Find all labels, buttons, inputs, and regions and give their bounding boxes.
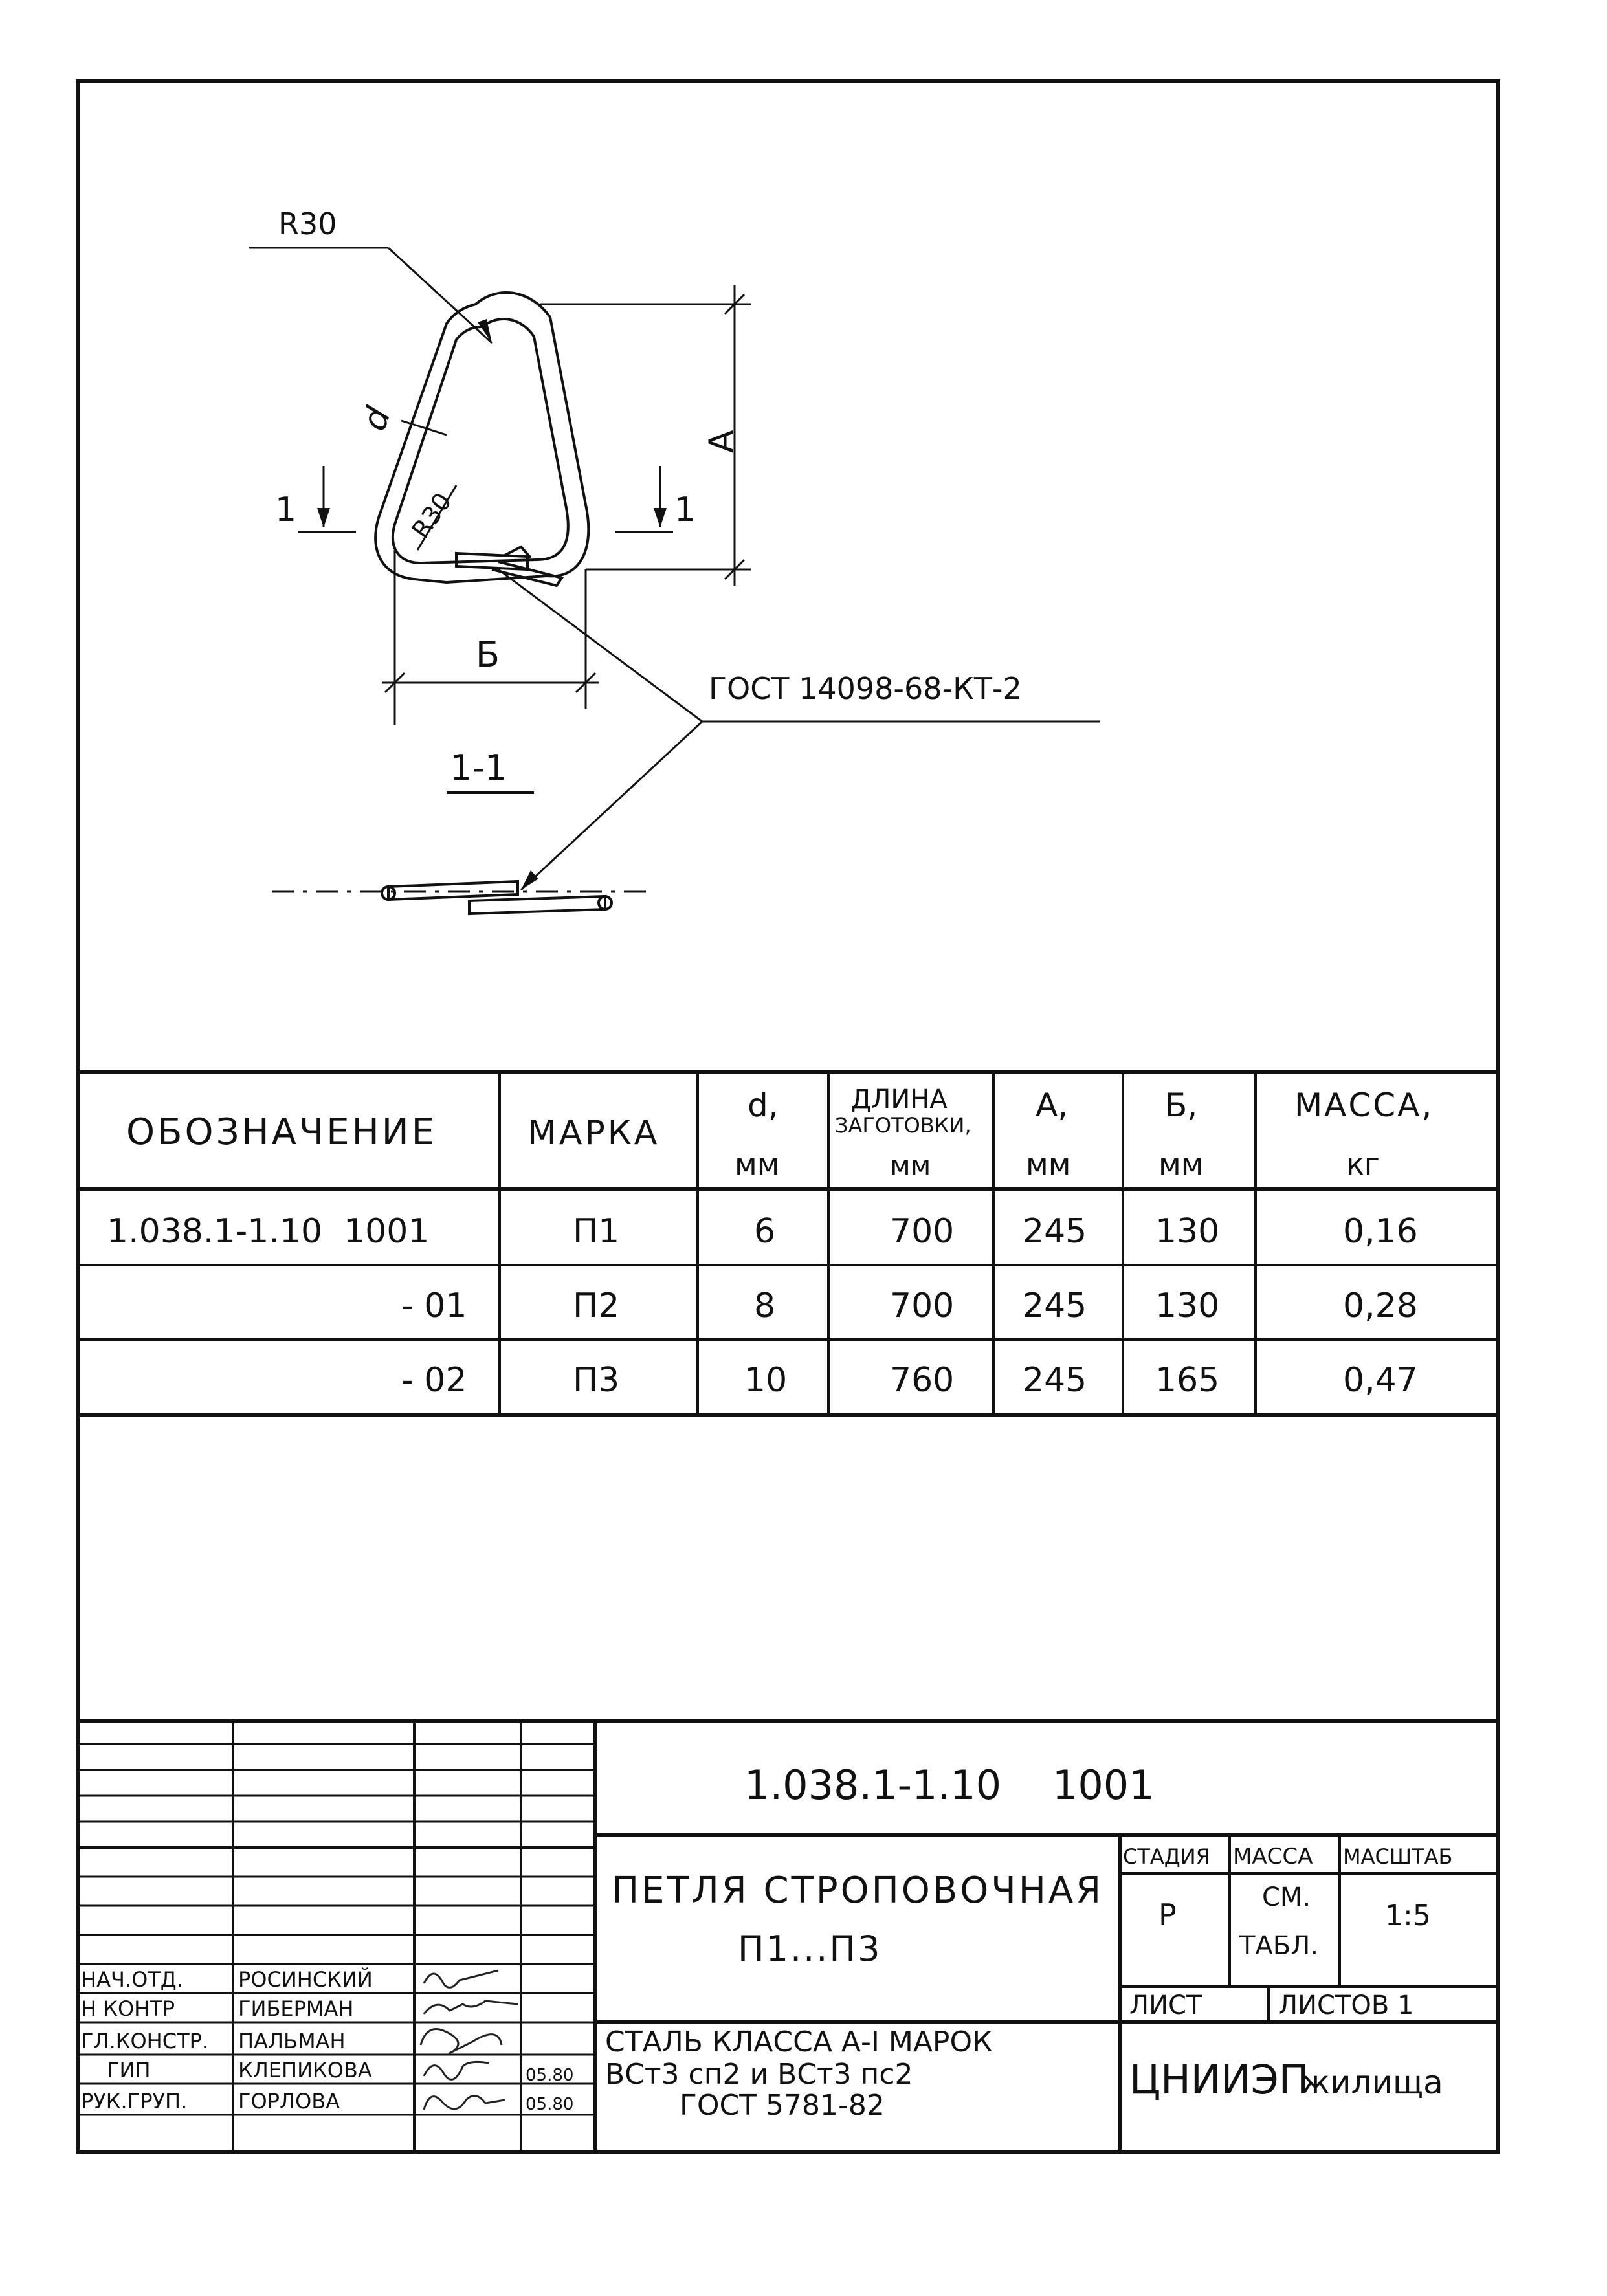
staff-role: Н КОНТР: [81, 1996, 175, 2021]
section-mark-right: [615, 466, 673, 532]
row-designation: 1.038.1-1.10 1001: [107, 1212, 430, 1251]
staff-date: 05.80: [526, 2095, 574, 2114]
stage-value: Р: [1158, 1897, 1177, 1932]
mass-value-1: СМ.: [1262, 1882, 1311, 1912]
row-mark: П3: [573, 1361, 620, 1400]
header-b-unit: мм: [1158, 1147, 1204, 1182]
row-length: 760: [890, 1361, 955, 1400]
row-b: 130: [1155, 1286, 1220, 1325]
staff-name: РОСИНСКИЙ: [238, 1967, 373, 1992]
dimension-a-label: А: [702, 430, 741, 453]
r30-leader-line: [388, 248, 492, 343]
header-d-unit: мм: [735, 1147, 780, 1182]
header-designation: ОБОЗНАЧЕНИЕ: [126, 1111, 438, 1153]
staff-role: ГЛ.КОНСТР.: [81, 2029, 209, 2053]
header-a: А,: [1036, 1087, 1069, 1124]
stage-label: СТАДИЯ: [1123, 1844, 1210, 1869]
weld-note-label: ГОСТ 14098-68-КТ-2: [709, 671, 1022, 706]
organization-name-2: жилища: [1301, 2064, 1443, 2101]
signature: [424, 2096, 505, 2110]
row-mark: П1: [573, 1212, 620, 1251]
scale-value: 1:5: [1385, 1899, 1431, 1932]
material-line1: СТАЛЬ КЛАССА А-I МАРОК: [605, 2026, 993, 2059]
table-row: [107, 1212, 1418, 1251]
staff-name: ПАЛЬМАН: [238, 2029, 346, 2053]
row-mass: 0,28: [1343, 1286, 1418, 1325]
material-line2: ВСт3 сп2 и ВСт3 пс2: [605, 2058, 913, 2091]
sheet-label: ЛИСТ: [1129, 1991, 1202, 2020]
dimension-b-label: Б: [476, 634, 500, 675]
row-d: 10: [744, 1361, 788, 1400]
row-b: 130: [1155, 1212, 1220, 1251]
row-d: 8: [754, 1286, 776, 1325]
header-length-2: ЗАГОТОВКИ,: [835, 1113, 971, 1138]
staff-role: НАЧ.ОТД.: [81, 1967, 183, 1992]
header-b: Б,: [1165, 1087, 1198, 1124]
row-b: 165: [1155, 1361, 1220, 1400]
staff-role: ГИП: [107, 2058, 151, 2082]
material-line3: ГОСТ 5781-82: [680, 2089, 885, 2122]
header-length-unit: мм: [890, 1149, 931, 1181]
row-a: 245: [1023, 1361, 1087, 1400]
row-length: 700: [890, 1212, 955, 1251]
staff-name: ГИБЕРМАН: [238, 1996, 354, 2021]
title-name-line1: ПЕТЛЯ СТРОПОВОЧНАЯ: [612, 1870, 1104, 1912]
table-row: [401, 1286, 1418, 1325]
header-length: ДЛИНА: [851, 1085, 948, 1114]
table-row: [401, 1361, 1418, 1400]
title-name-line2: П1...П3: [738, 1928, 882, 1969]
header-mass: МАССА,: [1294, 1087, 1434, 1124]
row-a: 245: [1023, 1212, 1087, 1251]
section-title: 1-1: [450, 747, 507, 788]
loop-plan-view: [375, 293, 588, 586]
row-mark: П2: [573, 1286, 620, 1325]
r30-inner-label: R30: [406, 487, 458, 544]
row-designation: - 01: [401, 1286, 467, 1325]
row-mass: 0,16: [1343, 1212, 1418, 1251]
row-a: 245: [1023, 1286, 1087, 1325]
header-mark: МАРКА: [527, 1114, 660, 1153]
section-mark-left-label: 1: [275, 491, 297, 529]
r30-top-label: R30: [278, 206, 337, 241]
loop-outer-contour: [375, 293, 588, 582]
signature: [421, 2029, 502, 2053]
weld-note-leader-bottom: [521, 722, 702, 890]
row-designation: - 02: [401, 1361, 467, 1400]
weld-note-leader-top: [498, 569, 702, 722]
header-a-unit: мм: [1026, 1147, 1071, 1182]
signature: [424, 2001, 518, 2014]
organization-name-1: ЦНИИЭП: [1129, 2056, 1309, 2103]
weld-leader-arrow: [521, 870, 538, 890]
section-mark-left: [298, 466, 356, 532]
section-1-1-view: [272, 881, 654, 914]
scale-label: МАСШТАБ: [1343, 1844, 1453, 1869]
header-d: d,: [748, 1087, 779, 1124]
header-mass-unit: кг: [1346, 1147, 1380, 1182]
row-length: 700: [890, 1286, 955, 1325]
diameter-label: d: [355, 402, 399, 436]
row-mass: 0,47: [1343, 1361, 1418, 1400]
mass-value-2: ТАБЛ.: [1239, 1931, 1319, 1961]
staff-name: КЛЕПИКОВА: [238, 2058, 372, 2082]
staff-role: РУК.ГРУП.: [81, 2089, 188, 2114]
mass-label: МАССА: [1233, 1844, 1313, 1870]
signature: [424, 1970, 498, 1987]
staff-name: ГОРЛОВА: [238, 2089, 340, 2114]
staff-date: 05.80: [526, 2066, 574, 2085]
row-d: 6: [754, 1212, 776, 1251]
signature: [424, 2062, 489, 2079]
document-code: 1.038.1-1.10 1001: [744, 1761, 1155, 1809]
section-mark-right-label: 1: [674, 491, 696, 529]
sheets-label: ЛИСТОВ 1: [1278, 1991, 1414, 2020]
